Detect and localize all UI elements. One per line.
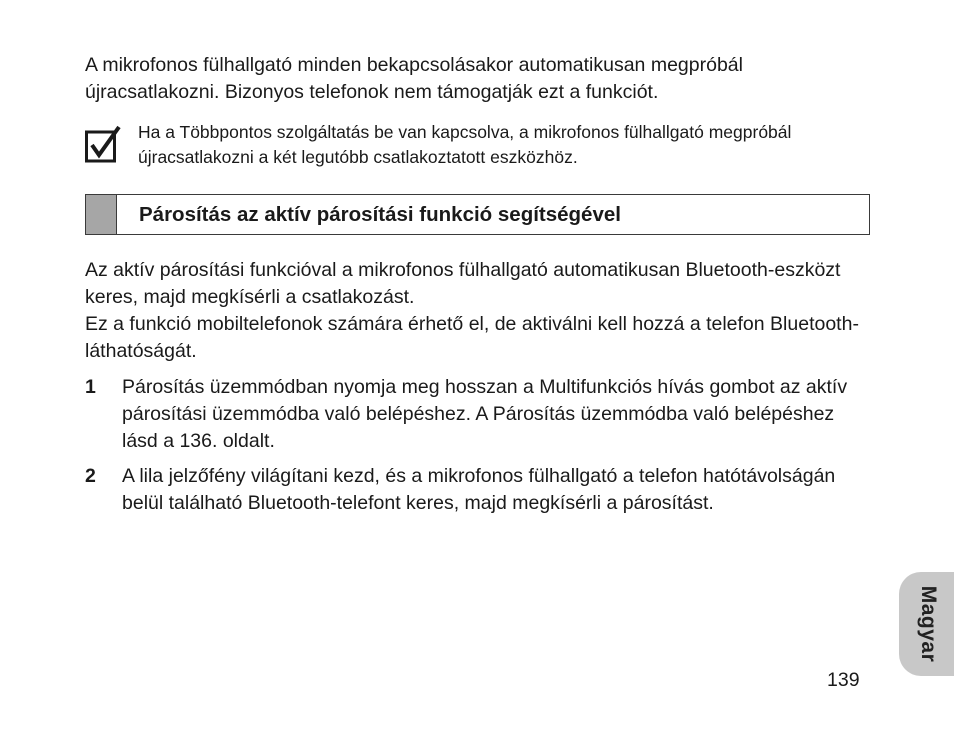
step-number: 1: [85, 376, 96, 398]
body-paragraph-2: Ez a funkció mobiltelefonok számára érhető el, de aktiválni kell hozzá a telefon Bluetooth-láthatóságát.: [85, 313, 859, 362]
step-number: 2: [85, 465, 96, 487]
note-text: Ha a Többpontos szolgáltatás be van kapcsolva, a mikrofonos fülhallgató megpróbál újracsatlakozni a két legutóbb csatlakoztatott eszközhöz.: [138, 122, 792, 167]
step-text: Párosítás üzemmódban nyomja meg hosszan a Multifunkciós hívás gombot az aktív párosítási üzemmódba való belépéshez. A Párosítás üzemmódba való belépéshez lásd a 136. oldalt.: [122, 376, 848, 452]
step-item-1: [85, 374, 875, 455]
section-marker-block: [86, 195, 117, 234]
step-item-2: [85, 463, 875, 517]
section-header: [85, 194, 870, 235]
intro-paragraph: A mikrofonos fülhallgató minden bekapcsolásakor automatikusan megpróbál újracsatlakozni. Bizonyos telefonok nem támogatják ezt a funkciót.: [85, 54, 743, 103]
section-title: Párosítás az aktív párosítási funkció segítségével: [139, 203, 621, 226]
language-tab-label: Magyar: [917, 585, 940, 663]
checkbox-tick-icon: [85, 124, 121, 164]
step-text: A lila jelzőfény világítani kezd, és a mikrofonos fülhallgató a telefon hatótávolságán belül található Bluetooth-telefont keres, majd megkísérli a párosítást.: [122, 465, 836, 514]
body-paragraph-1: Az aktív párosítási funkcióval a mikrofonos fülhallgató automatikusan Bluetooth-eszközt keres, majd megkísérli a csatlakozást.: [85, 259, 841, 308]
page-number: 139: [827, 669, 860, 691]
